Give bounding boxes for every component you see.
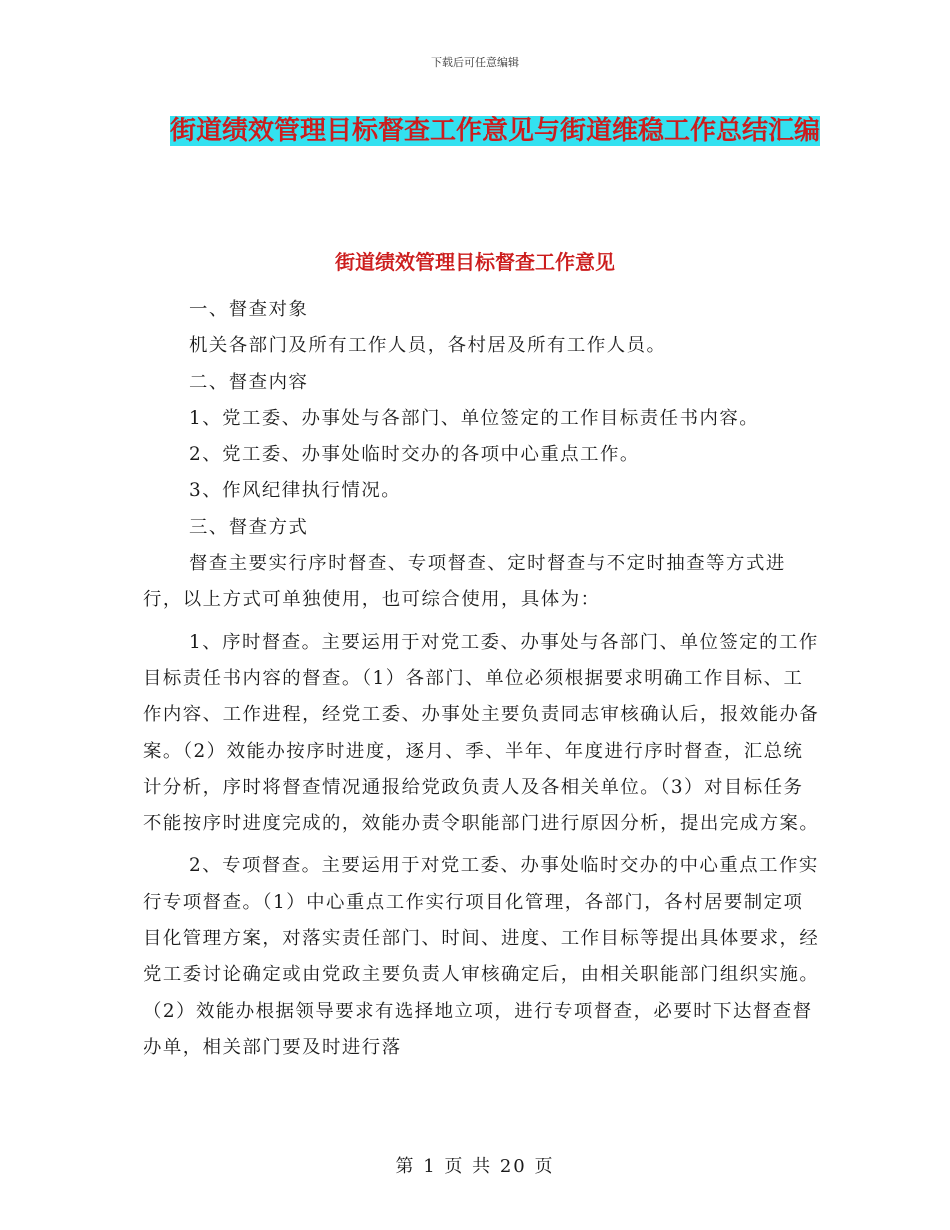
document-title [130,108,860,154]
paragraph: 3、作风纪律执行情况。 [189,480,402,502]
paragraph: 2、党工委、办事处临时交办的各项中心重点工作。 [189,444,640,466]
paragraph: 三、督查方式 [189,516,309,538]
paragraph: 机关各部门及所有工作人员，各村居及所有工作人员。 [189,335,667,357]
header-note: 下载后可任意编辑 [431,56,519,69]
paragraph: 1、序时督查。主要运用于对党工委、办事处与各部门、单位签定的工作目标责任书内容的督查。（1）各部门、单位必须根据要求明确工作目标、工作内容、工作进程，经党工委、办事处主要负责同志审核确认后，报效能办备案。（2）效能办按序时进度，逐月、季、半年、年度进行序时督查，汇总统计分析，序时将督查情况通报给党政负责人及各相关单位。（3）对目标任务不能按序时进度完成的，效能办责令职能部门进行原因分析，提出完成方案。 [143,631,820,835]
paragraph: 督查主要实行序时督查、专项督查、定时督查与不定时抽查等方式进行，以上方式可单独使用，也可综合使用，具体为： [143,553,786,611]
page-number-footer: 第 1 页 共 20 页 [395,1156,555,1177]
section-title: 街道绩效管理目标督查工作意见 [335,250,615,274]
paragraph: 一、督查对象 [189,299,309,320]
paragraph: 二、督查内容 [189,371,309,393]
document-body [143,292,823,1066]
paragraph: 1、党工委、办事处与各部门、单位签定的工作目标责任书内容。 [189,407,760,429]
paragraph: 2、专项督查。主要运用于对党工委、办事处临时交办的中心重点工作实行专项督查。（1）中心重点工作实行项目化管理，各部门，各村居要制定项目化管理方案，对落实责任部门、时间、进度、工作目标等提出具体要求，经党工委讨论确定或由党政主要负责人审核确定后，由相关职能部门组织实施。（2）效能办根据领导要求有选择地立项，进行专项督查，必要时下达督查督办单，相关部门要及时进行落 [143,855,820,1058]
document-title-text: 街道绩效管理目标督查工作意见与街道维稳工作总结汇编 [169,116,820,146]
